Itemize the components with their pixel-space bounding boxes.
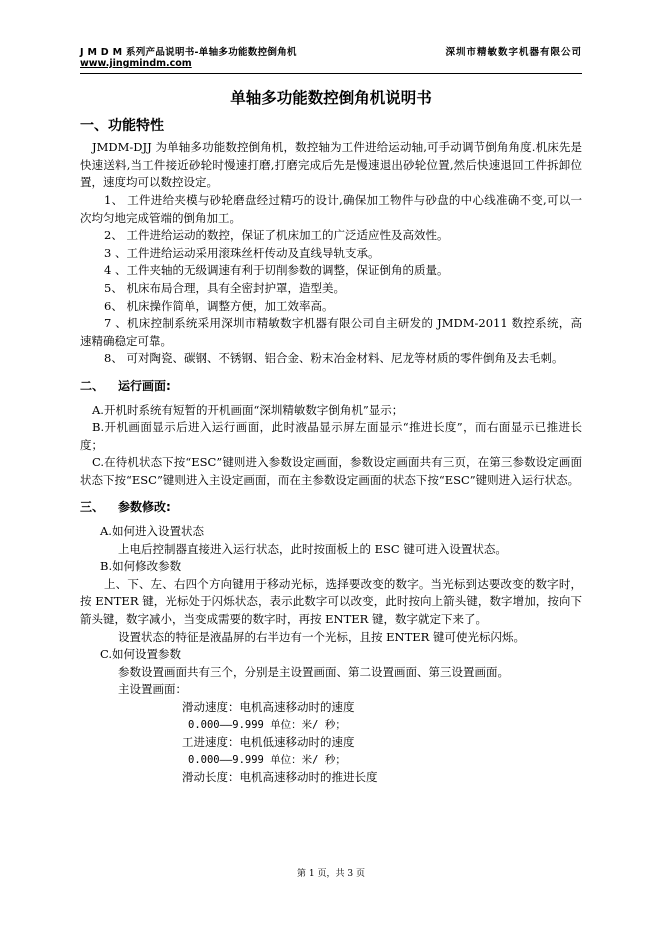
param-slide-speed: 滑动速度：电机高速移动时的速度 (182, 700, 355, 714)
section3-heading (80, 499, 582, 517)
param-feed-speed-range: 0.000——9.999 单位：米/ 秒； (188, 753, 346, 766)
header-company: 深圳市精敏数字机器有限公司 (445, 47, 582, 58)
section3-number: 三、 (80, 500, 105, 515)
section2-title: 运行画面: (118, 378, 171, 393)
feature-item-3: 3 、工件进给运动采用滚珠丝杆传动及直线导轨支承。 (104, 245, 380, 260)
param-b-title: B.如何修改参数 (100, 559, 182, 574)
section3-title: 参数修改: (118, 500, 171, 515)
param-c-text: 参数设置画面共有三个，分别是主设置画面、第二设置画面、第三设置画面。 (118, 664, 509, 679)
param-slide-speed-range: 0.000——9.999 单位：米/ 秒； (188, 718, 346, 731)
page-body (80, 88, 582, 787)
param-a-title: A.如何进入设置状态 (100, 524, 204, 539)
header-url-link[interactable]: www.jingmindm.com (80, 58, 192, 69)
param-c-title: C.如何设置参数 (100, 647, 182, 662)
section2-number: 二、 (80, 378, 105, 393)
feature-item-2: 2、 工件进给运动的数控，保证了机床加工的广泛适应性及高效性。 (104, 228, 449, 243)
feature-item-7: 7 、机床控制系统采用深圳市精敏数字机器有限公司自主研发的 JMDM-2011 数控系统，高速精确稳定可靠。 (80, 316, 582, 348)
run-screen-item-c: C.在待机状态下按“ESC”键则进入参数设定画面，参数设定画面共有三页，在第三参数设定画面状态下按“ESC”键则进入主设定画面，而在主参数设定画面的状态下按“ESC”键则进入运行状态。 (80, 455, 582, 487)
feature-item-4: 4 、工件夹轴的无级调速有利于切削参数的调整，保证倒角的质量。 (104, 263, 449, 278)
run-screen-item-a: A.开机时系统有短暂的开机画面“深圳精敏数字倒角机”显示； (92, 402, 404, 417)
param-b-text2: 设置状态的特征是液晶屏的右半边有一个光标，且按 ENTER 键可使光标闪烁。 (118, 629, 525, 644)
header-divider (80, 73, 582, 74)
feature-item-8: 8、 可对陶瓷、碳钢、不锈钢、铝合金、粉末冶金材料、尼龙等材质的零件倒角及去毛刺。 (104, 351, 564, 366)
feature-item-6: 6、 机床操作简单，调整方便，加工效率高。 (104, 298, 334, 313)
param-slide-length: 滑动长度：电机高速移动时的推进长度 (182, 770, 378, 785)
run-screen-item-b: B.开机画面显示后进入运行画面，此时液晶显示屏左面显示“推进长度”，而右面显示已推进长度； (80, 420, 582, 452)
feature-item-1: 1、 工件进给夹模与砂轮磨盘经过精巧的设计,确保加工物件与砂盘的中心线准确不变,可以一次均匀地完成管端的倒角加工。 (80, 192, 582, 225)
section2-heading (80, 378, 582, 396)
param-feed-speed: 工进速度：电机低速移动时的速度 (182, 735, 355, 750)
running-header (80, 44, 582, 58)
feature-item-5: 5、 机床布局合理，具有全密封护罩，造型美。 (104, 280, 345, 295)
param-a-text: 上电后控制器直接进入运行状态，此时按面板上的 ESC 键可进入设置状态。 (118, 541, 507, 556)
header-doc-title: J M D M 系列产品说明书-单轴多功能数控倒角机 (80, 47, 297, 58)
section1-intro: JMDM-DJJ 为单轴多功能数控倒角机，数控轴为工件进给运动轴,可手动调节倒角角度.机床先是快速送料,当工件接近砂轮时慢速打磨,打磨完成后先是慢速退出砂轮位置,然后快速退回工件拆卸位置，速度均可以数控设定。 (80, 140, 582, 190)
section1-heading: 一、功能特性 (80, 117, 164, 134)
param-b-text: 上、下、左、右四个方向键用于移动光标，选择要改变的数字。当光标到达要改变的数字时，按 ENTER 键，光标处于闪烁状态，表示此数字可以改变，此时按向上箭头键，数字增加，按向下箭头键，数字减小，当变成需要的数字时，再按 ENTER 键，数字就定下来了。 (80, 576, 582, 627)
page-title: 单轴多功能数控倒角机说明书 (230, 89, 432, 107)
page-footer: 第 1 页，共 3 页 (297, 869, 365, 879)
main-settings-label: 主设置画面： (118, 682, 187, 697)
